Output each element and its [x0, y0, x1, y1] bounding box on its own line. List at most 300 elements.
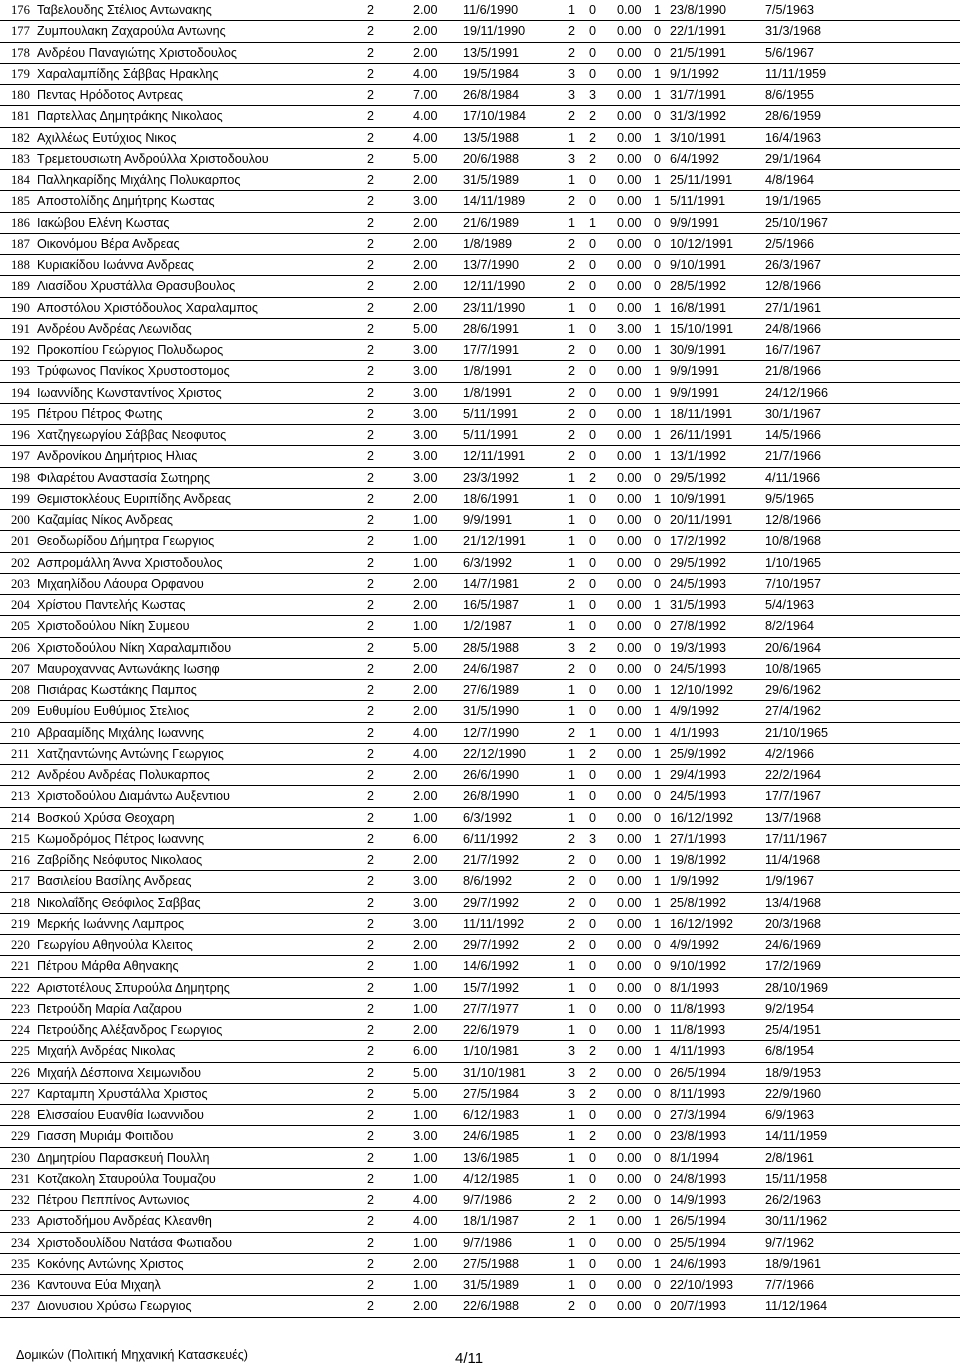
cell-flag: 1	[654, 425, 670, 446]
cell-score: 2.00	[413, 276, 463, 297]
cell-count-b: 2	[589, 148, 617, 169]
cell-amount: 0.00	[617, 255, 654, 276]
table-row	[0, 595, 960, 616]
cell-event-date: 3/10/1991	[670, 127, 765, 148]
cell-field-code: 2	[367, 510, 413, 531]
cell-event-date: 8/1/1993	[670, 977, 765, 998]
cell-count-b: 2	[589, 637, 617, 658]
cell-birth-date: 21/7/1966	[765, 446, 960, 467]
cell-amount: 0.00	[617, 467, 654, 488]
cell-row-number: 191	[0, 318, 35, 339]
cell-score: 3.00	[413, 467, 463, 488]
table-row	[0, 488, 960, 509]
cell-amount: 0.00	[617, 403, 654, 424]
cell-amount: 0.00	[617, 1083, 654, 1104]
cell-event-date: 4/9/1992	[670, 935, 765, 956]
cell-amount: 0.00	[617, 425, 654, 446]
cell-start-date: 14/7/1981	[463, 573, 568, 594]
cell-row-number: 204	[0, 595, 35, 616]
cell-event-date: 4/9/1992	[670, 701, 765, 722]
cell-event-date: 21/5/1991	[670, 42, 765, 63]
cell-birth-date: 5/4/1963	[765, 595, 960, 616]
cell-full-name: Αβρααμίδης Μιχάλης Ιωαννης	[35, 722, 367, 743]
cell-start-date: 11/11/1992	[463, 913, 568, 934]
cell-flag: 0	[654, 531, 670, 552]
cell-score: 2.00	[413, 850, 463, 871]
cell-row-number: 180	[0, 85, 35, 106]
cell-birth-date: 10/8/1968	[765, 531, 960, 552]
cell-birth-date: 5/6/1967	[765, 42, 960, 63]
cell-field-code: 2	[367, 127, 413, 148]
cell-count-a: 3	[568, 1041, 589, 1062]
cell-count-a: 2	[568, 425, 589, 446]
cell-birth-date: 9/2/1954	[765, 998, 960, 1019]
cell-row-number: 237	[0, 1296, 35, 1317]
cell-row-number: 216	[0, 850, 35, 871]
cell-flag: 0	[654, 552, 670, 573]
cell-flag: 1	[654, 892, 670, 913]
table-row	[0, 1232, 960, 1253]
cell-amount: 0.00	[617, 892, 654, 913]
cell-row-number: 192	[0, 340, 35, 361]
cell-score: 4.00	[413, 1211, 463, 1232]
cell-amount: 0.00	[617, 1020, 654, 1041]
cell-event-date: 4/1/1993	[670, 722, 765, 743]
cell-flag: 0	[654, 977, 670, 998]
cell-field-code: 2	[367, 340, 413, 361]
cell-field-code: 2	[367, 106, 413, 127]
cell-full-name: Χριστοδουλίδου Νατάσα Φωτιαδου	[35, 1232, 367, 1253]
table-row	[0, 765, 960, 786]
cell-amount: 0.00	[617, 1253, 654, 1274]
cell-event-date: 18/11/1991	[670, 403, 765, 424]
table-row	[0, 701, 960, 722]
cell-birth-date: 26/3/1967	[765, 255, 960, 276]
cell-count-b: 0	[589, 1253, 617, 1274]
cell-amount: 0.00	[617, 1190, 654, 1211]
cell-count-b: 0	[589, 701, 617, 722]
cell-amount: 0.00	[617, 1041, 654, 1062]
cell-count-a: 1	[568, 1168, 589, 1189]
table-row	[0, 998, 960, 1019]
cell-score: 2.00	[413, 935, 463, 956]
cell-count-b: 0	[589, 510, 617, 531]
cell-birth-date: 30/1/1967	[765, 403, 960, 424]
cell-count-a: 1	[568, 510, 589, 531]
cell-score: 4.00	[413, 127, 463, 148]
cell-count-a: 1	[568, 956, 589, 977]
cell-count-a: 2	[568, 361, 589, 382]
cell-score: 2.00	[413, 212, 463, 233]
cell-flag: 1	[654, 382, 670, 403]
cell-amount: 0.00	[617, 340, 654, 361]
cell-full-name: Διονυσιου Χρύσω Γεωργιος	[35, 1296, 367, 1317]
table-row	[0, 871, 960, 892]
cell-row-number: 223	[0, 998, 35, 1019]
table-row	[0, 510, 960, 531]
cell-flag: 1	[654, 765, 670, 786]
cell-flag: 1	[654, 403, 670, 424]
cell-full-name: Πέτρου Πεππίνος Αντωνιος	[35, 1190, 367, 1211]
cell-event-date: 22/10/1993	[670, 1275, 765, 1296]
cell-flag: 0	[654, 1083, 670, 1104]
cell-field-code: 2	[367, 913, 413, 934]
cell-field-code: 2	[367, 276, 413, 297]
cell-field-code: 2	[367, 361, 413, 382]
cell-start-date: 28/5/1988	[463, 637, 568, 658]
cell-start-date: 29/7/1992	[463, 935, 568, 956]
cell-row-number: 201	[0, 531, 35, 552]
cell-flag: 0	[654, 807, 670, 828]
cell-score: 1.00	[413, 552, 463, 573]
cell-score: 2.00	[413, 0, 463, 21]
cell-flag: 1	[654, 722, 670, 743]
cell-row-number: 196	[0, 425, 35, 446]
cell-event-date: 10/9/1991	[670, 488, 765, 509]
cell-field-code: 2	[367, 573, 413, 594]
cell-flag: 0	[654, 467, 670, 488]
cell-full-name: Κοτζακολη Σταυρούλα Τουμαζου	[35, 1168, 367, 1189]
cell-row-number: 194	[0, 382, 35, 403]
cell-amount: 0.00	[617, 148, 654, 169]
cell-count-b: 0	[589, 446, 617, 467]
cell-score: 3.00	[413, 1126, 463, 1147]
cell-start-date: 12/11/1990	[463, 276, 568, 297]
table-row	[0, 573, 960, 594]
cell-event-date: 25/5/1994	[670, 1232, 765, 1253]
cell-score: 2.00	[413, 233, 463, 254]
cell-start-date: 27/6/1989	[463, 680, 568, 701]
cell-field-code: 2	[367, 637, 413, 658]
table-row	[0, 531, 960, 552]
cell-event-date: 25/9/1992	[670, 743, 765, 764]
cell-full-name: Ταβελουδης Στέλιος Αντωνακης	[35, 0, 367, 21]
cell-score: 2.00	[413, 658, 463, 679]
cell-event-date: 24/5/1993	[670, 786, 765, 807]
cell-count-b: 2	[589, 467, 617, 488]
cell-birth-date: 9/7/1962	[765, 1232, 960, 1253]
cell-full-name: Καζαμίας Νίκος Ανδρεας	[35, 510, 367, 531]
cell-full-name: Τρύφωνος Πανίκος Χρυστοστομος	[35, 361, 367, 382]
cell-full-name: Ζαβρίδης Νεόφυτος Νικολαος	[35, 850, 367, 871]
cell-amount: 0.00	[617, 828, 654, 849]
cell-row-number: 228	[0, 1105, 35, 1126]
cell-start-date: 17/10/1984	[463, 106, 568, 127]
cell-score: 5.00	[413, 1062, 463, 1083]
cell-amount: 0.00	[617, 658, 654, 679]
cell-field-code: 2	[367, 743, 413, 764]
cell-full-name: Μαυροχαννας Αντωνάκης Ιωσηφ	[35, 658, 367, 679]
cell-start-date: 12/7/1990	[463, 722, 568, 743]
cell-score: 1.00	[413, 1105, 463, 1126]
cell-count-a: 3	[568, 148, 589, 169]
table-row	[0, 1296, 960, 1317]
cell-field-code: 2	[367, 722, 413, 743]
cell-field-code: 2	[367, 446, 413, 467]
cell-score: 3.00	[413, 403, 463, 424]
table-row	[0, 191, 960, 212]
cell-event-date: 9/9/1991	[670, 382, 765, 403]
cell-birth-date: 11/12/1964	[765, 1296, 960, 1317]
table-row	[0, 425, 960, 446]
cell-field-code: 2	[367, 63, 413, 84]
table-row	[0, 21, 960, 42]
cell-birth-date: 2/5/1966	[765, 233, 960, 254]
table-row	[0, 552, 960, 573]
cell-amount: 0.00	[617, 127, 654, 148]
cell-birth-date: 12/8/1966	[765, 510, 960, 531]
cell-event-date: 27/1/1993	[670, 828, 765, 849]
cell-count-a: 2	[568, 42, 589, 63]
cell-event-date: 6/4/1992	[670, 148, 765, 169]
cell-field-code: 2	[367, 425, 413, 446]
cell-row-number: 234	[0, 1232, 35, 1253]
cell-amount: 0.00	[617, 765, 654, 786]
cell-event-date: 9/1/1992	[670, 63, 765, 84]
cell-count-b: 0	[589, 382, 617, 403]
table-row	[0, 233, 960, 254]
cell-count-b: 0	[589, 573, 617, 594]
cell-score: 5.00	[413, 1083, 463, 1104]
table-row	[0, 1190, 960, 1211]
page-number: 4/11	[455, 1350, 484, 1367]
cell-full-name: Χατζηαντώνης Αντώνης Γεωργιος	[35, 743, 367, 764]
cell-amount: 0.00	[617, 871, 654, 892]
cell-amount: 0.00	[617, 956, 654, 977]
cell-count-a: 2	[568, 935, 589, 956]
cell-count-b: 0	[589, 680, 617, 701]
cell-event-date: 29/5/1992	[670, 467, 765, 488]
cell-count-a: 2	[568, 1296, 589, 1317]
cell-full-name: Ιωαννίδης Κωνσταντίνος Χριστος	[35, 382, 367, 403]
cell-field-code: 2	[367, 658, 413, 679]
cell-amount: 0.00	[617, 913, 654, 934]
cell-score: 5.00	[413, 637, 463, 658]
cell-score: 3.00	[413, 382, 463, 403]
cell-full-name: Αποστόλου Χριστόδουλος Χαραλαμπος	[35, 297, 367, 318]
cell-count-a: 1	[568, 318, 589, 339]
cell-event-date: 9/9/1991	[670, 212, 765, 233]
table-row	[0, 1211, 960, 1232]
cell-start-date: 16/5/1987	[463, 595, 568, 616]
cell-flag: 0	[654, 510, 670, 531]
cell-birth-date: 16/7/1967	[765, 340, 960, 361]
cell-count-a: 2	[568, 21, 589, 42]
cell-start-date: 22/6/1979	[463, 1020, 568, 1041]
cell-event-date: 26/5/1994	[670, 1062, 765, 1083]
cell-count-a: 1	[568, 1126, 589, 1147]
cell-amount: 0.00	[617, 191, 654, 212]
table-row	[0, 467, 960, 488]
cell-start-date: 15/7/1992	[463, 977, 568, 998]
table-row	[0, 1062, 960, 1083]
table-row	[0, 0, 960, 21]
table-row	[0, 722, 960, 743]
cell-field-code: 2	[367, 595, 413, 616]
cell-event-date: 10/12/1991	[670, 233, 765, 254]
cell-event-date: 24/6/1993	[670, 1253, 765, 1274]
cell-full-name: Παλληκαρίδης Μιχάλης Πολυκαρπος	[35, 170, 367, 191]
cell-full-name: Πισιάρας Κωστάκης Παμπος	[35, 680, 367, 701]
cell-count-b: 0	[589, 1105, 617, 1126]
cell-flag: 0	[654, 637, 670, 658]
cell-count-b: 0	[589, 191, 617, 212]
cell-birth-date: 25/4/1951	[765, 1020, 960, 1041]
cell-flag: 0	[654, 1147, 670, 1168]
cell-count-b: 0	[589, 233, 617, 254]
cell-score: 2.00	[413, 786, 463, 807]
table-row	[0, 255, 960, 276]
cell-birth-date: 24/12/1966	[765, 382, 960, 403]
cell-count-a: 1	[568, 531, 589, 552]
cell-amount: 0.00	[617, 170, 654, 191]
cell-score: 2.00	[413, 21, 463, 42]
cell-row-number: 179	[0, 63, 35, 84]
cell-amount: 0.00	[617, 382, 654, 403]
cell-count-b: 0	[589, 1275, 617, 1296]
cell-score: 4.00	[413, 1190, 463, 1211]
cell-start-date: 13/5/1988	[463, 127, 568, 148]
cell-full-name: Μιχαήλ Ανδρέας Νικολας	[35, 1041, 367, 1062]
cell-count-a: 1	[568, 701, 589, 722]
cell-field-code: 2	[367, 531, 413, 552]
cell-count-a: 1	[568, 765, 589, 786]
cell-row-number: 187	[0, 233, 35, 254]
cell-field-code: 2	[367, 1083, 413, 1104]
cell-start-date: 13/5/1991	[463, 42, 568, 63]
cell-flag: 0	[654, 255, 670, 276]
cell-start-date: 31/5/1989	[463, 170, 568, 191]
table-row	[0, 1253, 960, 1274]
cell-amount: 0.00	[617, 998, 654, 1019]
cell-row-number: 231	[0, 1168, 35, 1189]
cell-row-number: 206	[0, 637, 35, 658]
cell-flag: 1	[654, 318, 670, 339]
cell-field-code: 2	[367, 488, 413, 509]
cell-field-code: 2	[367, 871, 413, 892]
cell-field-code: 2	[367, 1105, 413, 1126]
cell-event-date: 31/7/1991	[670, 85, 765, 106]
cell-start-date: 21/6/1989	[463, 212, 568, 233]
cell-field-code: 2	[367, 680, 413, 701]
cell-start-date: 5/11/1991	[463, 425, 568, 446]
cell-amount: 0.00	[617, 63, 654, 84]
table-row	[0, 1126, 960, 1147]
cell-row-number: 193	[0, 361, 35, 382]
cell-score: 3.00	[413, 340, 463, 361]
cell-row-number: 202	[0, 552, 35, 573]
cell-score: 2.00	[413, 297, 463, 318]
cell-start-date: 1/8/1991	[463, 382, 568, 403]
cell-count-b: 0	[589, 871, 617, 892]
cell-row-number: 217	[0, 871, 35, 892]
cell-flag: 1	[654, 913, 670, 934]
cell-start-date: 1/8/1989	[463, 233, 568, 254]
cell-count-b: 2	[589, 1062, 617, 1083]
cell-start-date: 11/6/1990	[463, 0, 568, 21]
cell-event-date: 9/10/1992	[670, 956, 765, 977]
cell-row-number: 200	[0, 510, 35, 531]
cell-count-a: 2	[568, 403, 589, 424]
cell-start-date: 1/2/1987	[463, 616, 568, 637]
cell-count-a: 1	[568, 743, 589, 764]
cell-flag: 1	[654, 701, 670, 722]
cell-birth-date: 15/11/1958	[765, 1168, 960, 1189]
cell-field-code: 2	[367, 1168, 413, 1189]
cell-count-a: 1	[568, 807, 589, 828]
cell-amount: 0.00	[617, 1126, 654, 1147]
cell-birth-date: 12/8/1966	[765, 276, 960, 297]
cell-full-name: Καντουνα Εύα Μιχαηλ	[35, 1275, 367, 1296]
cell-start-date: 6/11/1992	[463, 828, 568, 849]
cell-start-date: 14/6/1992	[463, 956, 568, 977]
cell-count-a: 1	[568, 170, 589, 191]
cell-start-date: 27/7/1977	[463, 998, 568, 1019]
cell-birth-date: 17/7/1967	[765, 786, 960, 807]
table-row	[0, 956, 960, 977]
cell-count-a: 2	[568, 382, 589, 403]
cell-event-date: 17/2/1992	[670, 531, 765, 552]
cell-full-name: Μερκής Ιωάννης Λαμπρος	[35, 913, 367, 934]
cell-count-b: 0	[589, 403, 617, 424]
cell-flag: 1	[654, 85, 670, 106]
cell-amount: 0.00	[617, 850, 654, 871]
cell-birth-date: 4/2/1966	[765, 743, 960, 764]
cell-row-number: 219	[0, 913, 35, 934]
cell-score: 2.00	[413, 573, 463, 594]
cell-row-number: 215	[0, 828, 35, 849]
cell-field-code: 2	[367, 297, 413, 318]
cell-row-number: 181	[0, 106, 35, 127]
cell-field-code: 2	[367, 1296, 413, 1317]
cell-start-date: 26/6/1990	[463, 765, 568, 786]
cell-event-date: 26/5/1994	[670, 1211, 765, 1232]
table-row	[0, 913, 960, 934]
cell-amount: 0.00	[617, 552, 654, 573]
cell-full-name: Καρταμπη Χρυστάλλα Χριστος	[35, 1083, 367, 1104]
cell-flag: 0	[654, 1232, 670, 1253]
cell-start-date: 1/8/1991	[463, 361, 568, 382]
cell-row-number: 195	[0, 403, 35, 424]
cell-flag: 0	[654, 616, 670, 637]
table-row	[0, 658, 960, 679]
cell-amount: 0.00	[617, 446, 654, 467]
cell-flag: 0	[654, 1105, 670, 1126]
cell-flag: 0	[654, 106, 670, 127]
cell-score: 5.00	[413, 318, 463, 339]
cell-count-a: 1	[568, 0, 589, 21]
cell-birth-date: 22/2/1964	[765, 765, 960, 786]
cell-flag: 1	[654, 1253, 670, 1274]
cell-field-code: 2	[367, 1253, 413, 1274]
cell-full-name: Φιλαρέτου Αναστασία Σωτηρης	[35, 467, 367, 488]
cell-event-date: 15/10/1991	[670, 318, 765, 339]
cell-amount: 0.00	[617, 212, 654, 233]
cell-count-b: 0	[589, 21, 617, 42]
cell-field-code: 2	[367, 191, 413, 212]
cell-count-b: 0	[589, 340, 617, 361]
cell-count-b: 2	[589, 1041, 617, 1062]
cell-count-b: 3	[589, 85, 617, 106]
cell-row-number: 221	[0, 956, 35, 977]
cell-row-number: 218	[0, 892, 35, 913]
table-row	[0, 340, 960, 361]
cell-start-date: 26/8/1990	[463, 786, 568, 807]
cell-score: 2.00	[413, 765, 463, 786]
cell-full-name: Λιασίδου Χρυστάλλα Θρασυβουλος	[35, 276, 367, 297]
cell-birth-date: 1/9/1967	[765, 871, 960, 892]
cell-event-date: 25/8/1992	[670, 892, 765, 913]
